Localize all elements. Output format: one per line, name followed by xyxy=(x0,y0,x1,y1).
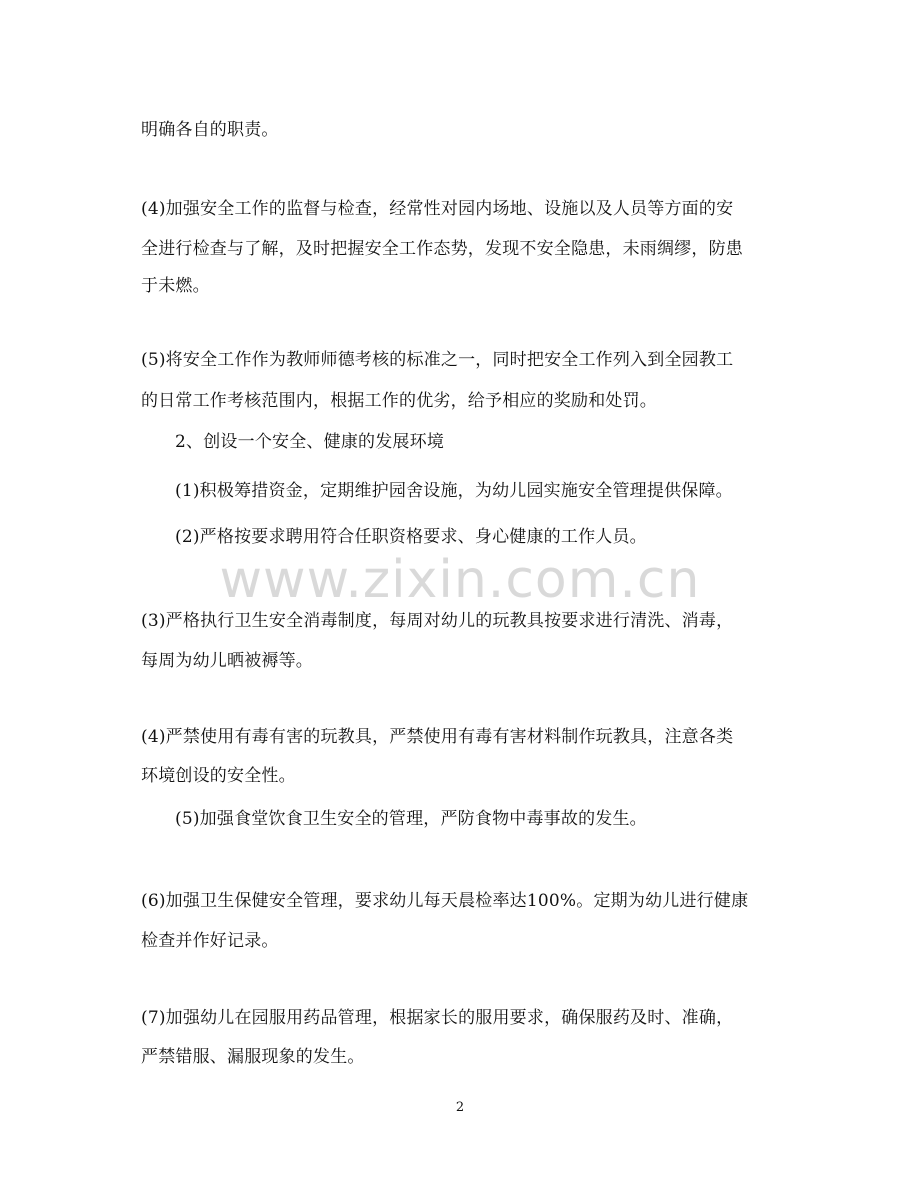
paragraph-line: (5)将安全工作作为教师师德考核的标准之一，同时把安全工作列入到全园教工 xyxy=(141,350,734,370)
page-number: 2 xyxy=(455,1100,465,1115)
section-heading: 2、创设一个安全、健康的发展环境 xyxy=(175,432,445,452)
paragraph-line: 环境创设的安全性。 xyxy=(141,766,296,786)
paragraph-line: (6)加强卫生保健安全管理，要求幼儿每天晨检率达100%。定期为幼儿进行健康 xyxy=(141,891,749,911)
paragraph-line: (7)加强幼儿在园服用药品管理，根据家长的服用要求，确保服药及时、准确， xyxy=(141,1008,734,1028)
paragraph-line: 每周为幼儿晒被褥等。 xyxy=(141,651,313,671)
paragraph-line: 全进行检查与了解，及时把握安全工作态势，发现不安全隐患，未雨绸缪，防患 xyxy=(141,239,743,259)
paragraph-line: 检查并作好记录。 xyxy=(141,931,279,951)
paragraph-line: (5)加强食堂饮食卫生安全的管理，严防食物中毒事故的发生。 xyxy=(175,809,647,829)
watermark: www.zixin.com.cn xyxy=(219,550,701,610)
paragraph-line: (4)严禁使用有毒有害的玩教具，严禁使用有毒有害材料制作玩教具，注意各类 xyxy=(141,727,734,747)
paragraph-line: (1)积极筹措资金，定期维护园舍设施，为幼儿园实施安全管理提供保障。 xyxy=(175,481,733,501)
paragraph-line: 严禁错服、漏服现象的发生。 xyxy=(141,1047,365,1067)
paragraph-line: (4)加强安全工作的监督与检查，经常性对园内场地、设施以及人员等方面的安 xyxy=(141,199,734,219)
paragraph-line: 的日常工作考核范围内，根据工作的优劣，给予相应的奖励和处罚。 xyxy=(141,391,657,411)
paragraph-line: 于未燃。 xyxy=(141,276,210,296)
paragraph-line: 明确各自的职责。 xyxy=(141,120,279,140)
paragraph-line: (2)严格按要求聘用符合任职资格要求、身心健康的工作人员。 xyxy=(175,527,647,547)
paragraph-line: (3)严格执行卫生安全消毒制度，每周对幼儿的玩教具按要求进行清洗、消毒， xyxy=(141,611,734,631)
